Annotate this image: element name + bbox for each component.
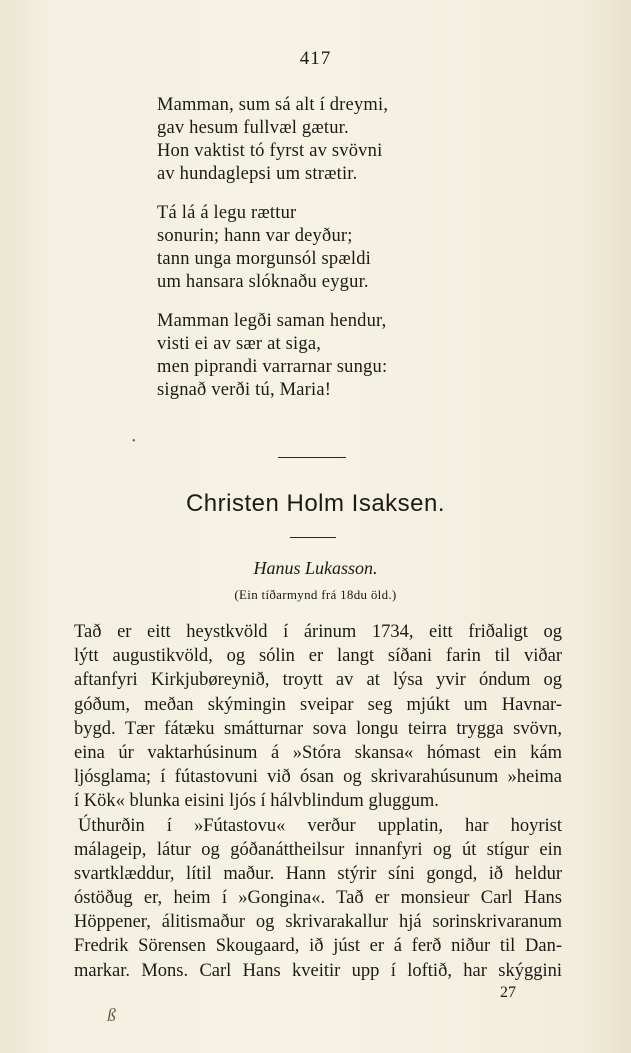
poem-line: Hon vaktist tó fyrst av svövni	[157, 141, 383, 161]
text-line: Höppener, álitismaður og skrivarakallur hjá sorinskrivaranum	[74, 912, 562, 933]
author-heading: Christen Holm Isaksen.	[185, 490, 446, 517]
text-line: bygd. Tær fátæku smátturnar sova longu teirra trygga svövn,	[74, 718, 562, 739]
title-divider	[290, 537, 336, 538]
text-line: ljósglama; í fútastovuni við ósan og skrivarahúsunum »heima	[74, 767, 562, 788]
poem-line: Mamman, sum sá alt í dreymi,	[157, 95, 389, 115]
text-line: Úthurðin í »Fútastovu« verður upplatin, har hoyrist	[78, 815, 562, 836]
poem-line: men piprandi varrarnar sungu:	[157, 357, 388, 377]
text-line: aftanfyri Kirkjubøreynið, troytt av at lýsa yvir óndum og	[74, 670, 562, 691]
text-line: málageip, látur og góðanáttheilsur innanfyri og út stígur ein	[74, 839, 562, 860]
text-line: markar. Mons. Carl Hans kveitir upp í loftið, har skýggini	[74, 960, 562, 981]
poem-stanza-1	[157, 94, 477, 186]
text-line: eina úr vaktarhúsinum á »Stóra skansa« hómast ein kám	[74, 742, 562, 763]
poem-stanza-2	[157, 202, 477, 294]
poem-line: av hundaglepsi um strætir.	[157, 164, 358, 184]
signature-mark: 27	[500, 984, 516, 1001]
poem-line: gav hesum fullvæl gætur.	[157, 118, 349, 138]
poem-stanza-3	[157, 310, 477, 402]
poem-line: um hansara slóknaðu eygur.	[157, 272, 369, 292]
poem-line: Mamman legði saman hendur,	[157, 311, 387, 331]
poem	[157, 94, 477, 418]
poem-line: Tá lá á legu rættur	[157, 203, 297, 223]
text-line: í Kök« blunka eisini ljós í hálvblindum gluggum.	[74, 791, 439, 812]
poem-line: sonurin; hann var deyður;	[157, 226, 353, 246]
text-line: svartklæddur, lítil maður. Hann stýrir síni gongd, ið heldur	[74, 863, 562, 884]
poem-line: visti ei av sær at siga,	[157, 334, 322, 354]
poem-line: tann unga morgunsól spældi	[157, 249, 372, 269]
story-subtitle: (Ein tíðarmynd frá 18du öld.)	[234, 587, 397, 602]
section-divider	[278, 457, 346, 458]
text-line: góðum, meðan skýmingin sveipar seg mjúkt um Havnar-	[74, 694, 562, 715]
story-text	[74, 620, 562, 983]
text-line: óstöðug er, heim í »Gongina«. Tað er monsieur Carl Hans	[74, 888, 562, 909]
page-number: 417	[299, 48, 332, 69]
poem-line: signað verði tú, Maria!	[157, 380, 332, 400]
ink-dot: •	[132, 436, 136, 447]
ink-mark: ß	[107, 1005, 116, 1025]
text-line: Fredrik Sörensen Skougaard, ið júst er á ferð niður til Dan-	[74, 936, 562, 957]
story-title: Hanus Lukasson.	[253, 558, 378, 578]
text-line: lýtt augustikvöld, og sólin er langt síðani farin til viðar	[74, 646, 562, 667]
text-line: Tað er eitt heystkvöld í árinum 1734, eitt friðaligt og	[74, 622, 562, 642]
